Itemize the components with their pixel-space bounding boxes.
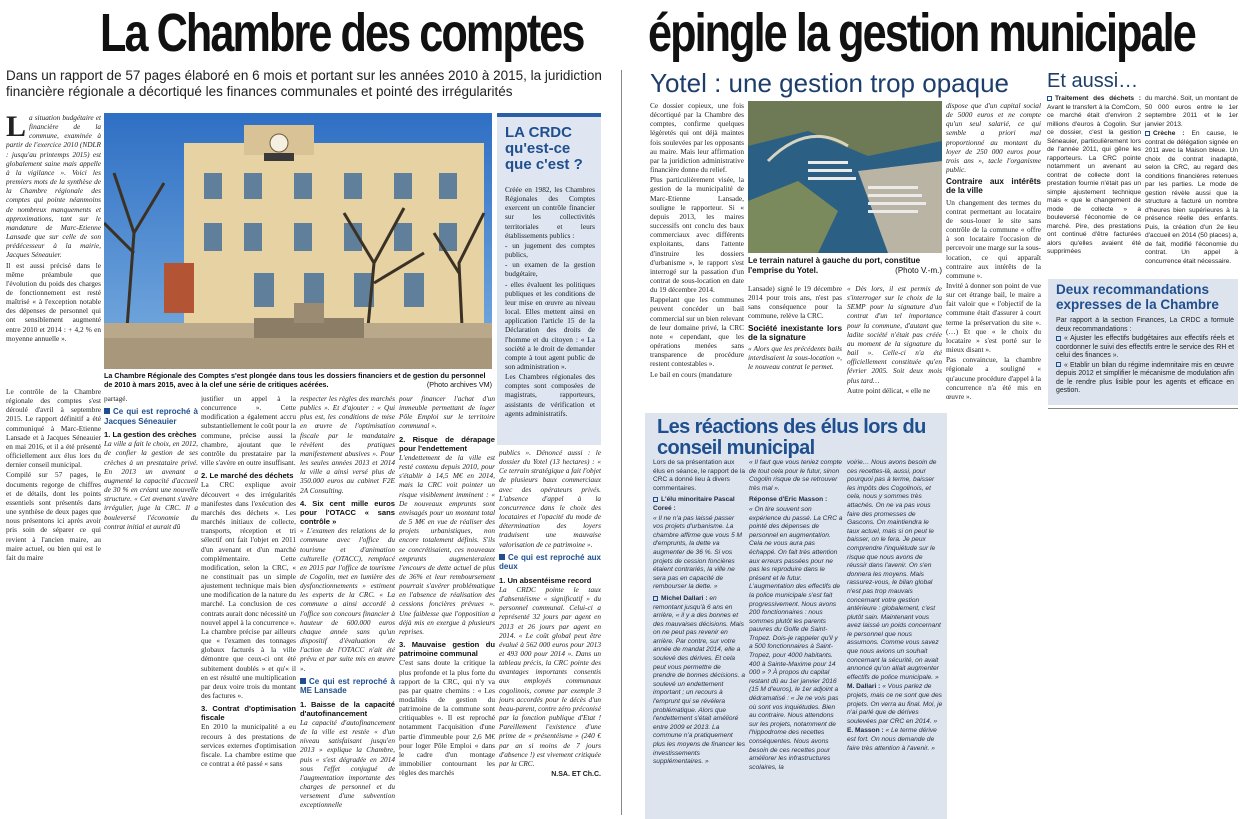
col3-p1: respecter les règles des marchés publics ». Et d'ajouter : « Qui plus est, les conditions de mise en œuvre de l'optimisation fiscale par le mandataire révèlent des pratiques manifestement abusives ». Pour les seules années 2013 et 2014 la ville a ainsi versé plus de 350.000 euros au cabinet F2E 2A Consulting. <box>300 394 395 495</box>
yotel-col-2 <box>748 284 842 404</box>
recommendations-body <box>1056 317 1234 403</box>
yotel-p6: « Alors que les précédents bails interdisaient la sous-location », le nouveau contrat le permet. <box>748 343 842 372</box>
yotel-col-1 <box>650 101 744 401</box>
photo-right-caption-text: Le terrain naturel à gauche du port, constitue l'emprise du Yotel. <box>748 256 921 275</box>
col2-p4: En 2010 la municipalité a eu recours à des prestations de services externes d'optimisation fiscale. La chambre estime que ce contrat a été passé « sans <box>201 722 296 769</box>
section-seneauier <box>104 407 198 426</box>
checkbox-bullet-icon <box>1047 96 1052 101</box>
crdc-p5: Les Chambres régionales des comptes sont composées de magistrats, rapporteurs, assistants de vérification et agents administratifs. <box>505 372 595 418</box>
reactions-q1: « Il ne n'a pas laissé passer vos projets d'urbanisme. La chambre affirme que vous 5 M d'emprunts, la dette va augmenter de 36 %. Si vos projets de cession foncières étaient contrariés, la ville ne sera pas en capacité de rembourser la dette. » <box>653 514 743 591</box>
recommendation-1: « Ajuster les effectifs budgétaires aux effectifs réels et coordonner le suivi des effectifs entre le service des RH et celui des finances ». <box>1056 335 1234 359</box>
checkbox-bullet-icon <box>1056 362 1061 367</box>
reactions-q6: « Vous parlez de projets, mais ce ne sont que des projets. On verra au final. Moi, je n'ai parlé que de dérives soulevées par CRC en 2014. » <box>847 683 943 725</box>
article-col-3 <box>300 394 395 819</box>
yotel-col-4 <box>946 101 1041 404</box>
col3-p2: « L'examen des relations de la commune avec l'office du tourisme et d'animation culturelle (OTACC), remplacé en 2015 par l'office de tourisme de Cogolin, met en lumière des dysfonctionnements » estiment les experts de la CRC. « La commune a ainsi accordé à l'office son concours financier à hauteur de 600.000 euros chaque année sans qu'un dispositif d'évaluation de l'action de l'OTACC n'ait été prévu et par suite mis en œuvre ». <box>300 526 395 673</box>
checkbox-bullet-icon <box>1145 131 1150 136</box>
photo-left-credit: (Photo archives VM) <box>426 380 492 389</box>
article-col-1b <box>6 387 101 819</box>
col1-p1: a situation budgétaire et financière de la commune, examinée à partir de l'exercice 2010 (NDLR : jusqu'au printemps 2015) est globalement saine mais appelle à la vigilance ». Voici les premiers mots de la synthèse de la Chambre régionale des comptes qui pointe néanmoins de nombreux manquements et approximations, tant sur le mandature de Marc-Etienne Lansade que sur celle de son prédécesseur à la mairie, Jacques Séneauier. <box>6 113 101 260</box>
yotel-p2: Plus particulièrement visée, la gestion de la municipalité de Marc-Etienne Lansade, souligne le rapporteur. Si « depuis 2013, les maires successifs ont conclu des baux commerciaux avec différents exploitants, dans l'attente d'instruire les dossiers d'urbanisme », le rapport s'est interrogé sur la passation d'un contrat de sous-location en date du 19 décembre 2014. <box>650 175 744 295</box>
reactions-box <box>645 413 947 819</box>
yotel-h1: Société inexistante lors de la signature <box>748 323 842 342</box>
etaussi-col-1 <box>1047 95 1141 275</box>
col1-p4: Compilé sur 57 pages, le documents regorge de chiffres et de détails, dont les points essentiels sont présentés dans une synthèse de deux pages que nous présentons ici après avoir pris soin de séparer ce qui revient à l'ancien maire, au maire actuel, ou bien qui est le fait du maire <box>6 470 101 562</box>
yotel-p8: Autre point délicat, « elle ne <box>847 385 931 395</box>
crdc-box <box>497 113 601 445</box>
col5-p2: La CRDC pointe le taux d'absentéisme « significatif » du personnel communal. Celui-ci a représenté 32 jours par agent en 2013 et 26 jours par agent en 2014. « Le coût global peut être évalué à 562 000 euros pour 2013 et 493 000 pour 2014 ». Dans un tableau précis, la CRC pointe des avantages importants consentis aux employés communaux cogolinois, comme par exemple 3 jours accordés pour le décès d'un beau-parent, contre zéro préconisé par la fonction publique d'Etat ! Pareillement l'existence d'une prime de « présentéisme » (240 € par an si moins de 7 jours d'absence !) est vivement critiquée par la CRC. <box>499 584 601 768</box>
crdc-p1: Créée en 1982, les Chambres Régionales des Comptes exercent un contrôle financier sur les collectivités territoriales et leurs établissements publics : <box>505 185 595 240</box>
etaussi-title: Et aussi… <box>1047 70 1139 92</box>
byline: N.SA. ET Ch.C. <box>551 771 601 778</box>
crdc-title: LA CRDC qu'est-ce que c'est ? <box>505 124 583 173</box>
recommendations-box <box>1048 279 1238 405</box>
photo-right-credit: (Photo V.-m.) <box>895 265 942 275</box>
recommendations-title: Deux recommandations expresses de la Chambre <box>1056 282 1219 312</box>
lede: Dans un rapport de 57 pages élaboré en 6 mois et portant sur les années 2010 à 2015, la juridiction financière régionale a décortiqué les finances communales et pointé des irrégularités <box>6 68 602 99</box>
section-seneauier-label: Ce qui est reproché à Jacques Séneauier <box>104 407 198 426</box>
square-bullet-icon <box>104 408 110 414</box>
article-col-1a <box>6 113 101 389</box>
headline-left: La Chambre des comptes <box>100 3 584 63</box>
reactions-col-3 <box>847 459 943 817</box>
section-deux <box>499 553 601 572</box>
photo-left-caption <box>104 371 492 391</box>
reactions-q3: « Il faut que vous teniez compte de tout cela pour le futur, sinon Cogolin risque de se retrouver très mal ». <box>749 459 843 492</box>
col1-p2: Il est aussi précisé dans le même préambule que l'évolution du poids des charges de fonctionnement est resté maîtrisé « à l'exception notable des dépenses de personnel qui ont sensiblement augmenté entre 2010 et 2014 : + 4,2 % en moyenne annuelle ». <box>6 260 101 343</box>
reactions-q2: en remontant jusqu'à 6 ans en arrière, « il y a des bonnes et des mauvaises décisions. Mais on ne peut pas revenir en arrière. Par contre, sur votre année de mandat 2014, elle a soulevé des dérives. Et cela peut vous permettre de prendre de bonnes décisions. a soulevé un endettement important ; un recours à l'emprunt qui se révélera problématique. Alors que l'endettement s'était amélioré entre 2009 et 2013. La commune n'a pratiquement plus les moyens de financer les investissements supplémentaires. » <box>653 594 745 766</box>
col3-h1: 4. Six cent mille euros pour l'OTACC « sans contrôle » <box>300 498 395 527</box>
photo-port <box>748 101 942 253</box>
yotel-h2: Contraire aux intérêts de la ville <box>946 177 1041 196</box>
reactions-h2: Michel Dallari : <box>661 594 708 602</box>
reactions-title: Les réactions des élus lors du conseil municipal <box>657 416 926 459</box>
col2-h2: 2. Le marché des déchets <box>201 471 294 481</box>
col2-p0: partagé. <box>104 394 128 403</box>
col4-p1: pour financer l'achat d'un immeuble permettant de loger Pôle Emploi sur le territoire communal ». <box>399 394 495 431</box>
col2-p3: La CRC explique avoir découvert « des irrégularités manifestes dans l'exécution des marchés des déchets ». Les marchés initiaux de collecte, transports, réception et tri sélectif ont fait l'objet en 2011 d'un avenant et d'un marché complémentaire. Cette modification, selon la CRC, « ne constituait pas un simple ajustement technique mais bien une modification de la nature du marché. La conclusion de ces contrats aurait donc nécessité un nouvel appel à la concurrence ». La chambre précise par ailleurs que « l'examen des tonnages globaux facturés à la ville démontre que ceux-ci ont été subitement doublés » et qu'« il en est résulté une multiplication par deux voire trois du montant des factures ». <box>201 480 296 700</box>
recommendations-p1: Par rapport à la section Finances, La CRDC a formulé deux recommandations : <box>1056 317 1234 333</box>
col5-h1: 1. Un absentéisme record <box>499 575 592 585</box>
col3-h2: 1. Baisse de la capacité d'autofinancement <box>300 699 395 718</box>
etaussi-col-2 <box>1145 95 1238 275</box>
yotel-p7: « Dès lors, il est permis de s'interroger sur le choix de la SEMP pour la signature d'un contrat d'un tel importance pour la commune, d'autant que ladite société n'était pas créée au moment de la signature du bail ». Celle-ci n'a été officiellement constituée qu'en février 2005. Soit deux mois plus tard… <box>847 284 942 385</box>
reactions-q7: « Le terme dérive est fort. On nous demande de faire très attention à l'avenir. » <box>847 727 937 752</box>
section-lansade-label: Ce qui est reproché à ME Lansade <box>300 676 395 696</box>
article-col-5 <box>499 448 601 819</box>
yotel-p9: dispose que d'un capital social de 5000 euros et ne compte qu'un seul salarié, ce qui semble a priori mal proportionné au montant du loyer de 250 000 euros pour trois ans », tacle l'organisme public. <box>946 101 1041 175</box>
reactions-h1: L'élu minoritaire Pascal Coreé : <box>653 496 735 512</box>
col4-h2: 3. Mauvaise gestion du patrimoine communal <box>399 640 495 659</box>
col4-p2: L'endettement de la ville est resté contenu depuis 2010, pour s'établir à 14,5 M€ en 2014, mais la CRC voit pointer un risque visiblement imminent : « De nouveaux emprunts sont envisagés pour un montant total de 5 M€ en vue de réaliser des projets urbanistiques, non encore totalement définis. S'ils se concrétisaient, ces nouveaux emprunts augmenteraient l'encours de dette actuel de plus de 36% et leur remboursement pourrait s'avérer problématique en l'absence de réalisation des cessions foncières prévues ». Une faiblesse que l'opposition a déjà mis en exergue à plusieurs reprises. <box>399 452 495 636</box>
yotel-title: Yotel : une gestion trop opaque <box>650 68 1009 98</box>
etaussi-p1: Avant le transfert à la ComCom, ce marché était d'environ 2 millions d'euros à Cogolin. Sur ce dossier, c'est la gestion Séneauier, particulièrement lors de l'année 2011, qui gêne les rapporteurs. La CRC pointe notamment un avenant au contrat de collecte dont la prestation fournie n'était pas un simple ajustement technique mais « que le changement de mode de collecte » a bouleversé l'économie de ce marché. Pire, des prestations ont continué d'être facturées alors qu'elles avaient été supprimées <box>1047 103 1141 255</box>
photo-right-caption <box>748 256 942 282</box>
etaussi-h2: Crèche : <box>1153 130 1185 137</box>
yotel-p11: Invité à donner son point de vue sur cet étrange bail, le maire a fait valoir que « l'objectif de la commune était d'assurer à court terme la préservation du site ».(…) Et que « le choix du locataire » s'est porté sur le mieux disant ». <box>946 280 1041 355</box>
col5-p1: publics ». Dénoncé aussi : le dossier du Yotel (13 hectares) : « Ce terrain stratégique a fait l'objet de plusieurs baux commerciaux avec des opérateurs privés. L'absence d'appel à la concurrence dans le choix des locataires et l'opacité du mode de détermination des loyers traduisent une mauvaise valorisation de ce patrimoine ». <box>499 448 601 549</box>
photo-town-hall <box>104 113 492 369</box>
article-col-2 <box>104 394 198 819</box>
col2-p2: justifier un appel à la concurrence ». Cette modification a également accru substantiellement le coût pour la commune, précise aussi la chambre, ajoutant que le contrôle du prestataire par la ville s'avère en outre insuffisant. <box>201 394 296 468</box>
section-deux-label: Ce qui est reproché aux deux <box>499 552 601 572</box>
col3-p3: La capacité d'autofinancement de la ville est restée « d'un niveau satisfaisant jusqu'en 2013 » explique la Chambre, puis « s'est dégradée en 2014 sous l'effet conjugué de l'augmentation importante des charges de personnel et du versement d'une subvention exceptionnelle <box>300 718 395 810</box>
yotel-p1: Ce dossier copieux, une fois décortiqué par la Chambre des comptes, confirme quelques légèretés qui ont déjà maintes fois soulevées par les opposants au maire. Mais leur affirmation par la juridiction administrative financière donne du relief. <box>650 101 744 175</box>
checkbox-bullet-icon <box>1056 336 1061 341</box>
reactions-h3: Réponse d'Eric Masson : <box>749 496 828 504</box>
crdc-p3: - un examen de la gestion budgétaire, <box>505 260 595 279</box>
yotel-col-3 <box>847 284 942 404</box>
yotel-p3: Rappelant que les communes peuvent concéder un bail commercial sur un bien relevant de leur domaine privé, la CRC note « cependant, que les opérations menées sans transparence de procédure restent contestables ». <box>650 295 744 369</box>
etaussi-p2: du marché. Soit, un montant de 50 000 euros entre le 1er septembre 2011 et le 1er janvier 2013. <box>1145 95 1238 128</box>
reactions-col-2 <box>749 459 843 817</box>
crdc-p2: - un jugement des comptes publics, <box>505 240 595 260</box>
square-bullet-icon <box>499 554 505 560</box>
etaussi-h1: Traitement des déchets : <box>1055 95 1141 102</box>
reactions-q5: voirie… Nous avons besoin de ces recettes-là, aussi, pour pourquoi pas à terme, baisser les impôts des Cogolinois, et cela, nous y sommes très attachés. On ne va pas vous faire des promesses de Gascons. On maintiendra le taux actuel, mais si on peut le baisser, on le fera. Je peux comprendre l'inquiétude sur le risque que nous avons de réussir dans l'avenir. On s'en donnera les moyens. Mais rassurez-vous, le bilan global n'est pas trop mauvais concernant votre gestion antérieure : globalement, c'est plutôt sain. Maintenant vous avez laissé un poids concernant le personnel que nous assumons. Comme vous savez que nous avions un souhait concernant la sécurité, on avait annoncé qu'on allait augmenter effectifs de police municipale. » <box>847 459 941 681</box>
crdc-body <box>505 185 595 445</box>
drop-cap: L <box>6 113 27 143</box>
article-col-2b <box>201 394 296 819</box>
reactions-col-1 <box>653 459 745 817</box>
section-rule <box>1048 408 1238 409</box>
photo-left-caption-text: La Chambre Régionale des Comptes s'est plongée dans tous les dossiers financiers et de gestion du personnel de 2010 à mars 2015, avec à la clef une série de critiques acérées. <box>104 371 486 389</box>
reactions-q4: « On tire souvent son expérience du passé. La CRC a pointé des dépenses de personnel en augmentation. Cela ne vous aura pas échappé. On fait très attention aux erreurs passées pour ne pas les reproduire dans le présent et le futur. L'augmentation des effectifs de la police municipale s'est fait progressivement. Nous avons 200 fonctionnaires : nous sommes plutôt les parents pauvres du Golfe de Saint-Tropez. Dois-je rappeler qu'il y a 500 fonctionnaires à Saint-Tropez, pour 4000 habitants. 400 à Sainte-Maxime pour 14 000 » ? À propos du capital restant dû au 1er janvier 2016 (15 M d'euros), le 1er adjoint a dédramatisé : « Je ne vois pas où sont vos inquiétudes. Bien au contraire. Nous attendons sur les projets, notamment de l'hippodrome des recettes conséquentes. Nous avons besoin de ces recettes pour améliorer les infrastructures scolaires, la <box>749 505 843 771</box>
col4-p3: C'est sans doute la critique la plus profonde et la plus forte du rapport de la CRC, qui n'y va pas par quatre chemins : « Les modalités de gestion du patrimoine de la commune sont critiquables ». Il est reproché notamment l'acquisition d'une partie d'immeuble pour 2,6 M€ pour loger Pôle Emploi « dans le cadre d'un montage immobilier contournant les règles des marchés <box>399 658 495 778</box>
square-bullet-icon <box>300 678 306 684</box>
col2-p1: La ville a fait le choix, en 2012, de confier la gestion de ses crèches à un prestataire privé. En 2013 un avenant a augmenté la capacité d'accueil de 30 % en créant une nouvelle structure. « Cet avenant s'avère irrégulier, juge la CRC. Il a bouleversé l'économie du contrat initial et aurait dû <box>104 439 198 531</box>
reactions-h5: E. Masson : <box>847 727 884 735</box>
reactions-p1: Lors de sa présentation aux élus en séance, le rapport de la CRC a donné lieu à divers commentaires. <box>653 459 745 492</box>
col1-p3: Le contrôle de la Chambre régionale des comptes s'est déroulé d'avril à septembre 2015. Le rapport définitif a été communiqué à Marc-Etienne Lansade et à Jacques Séneauier en mai 2016, et il a été présenté officiellement aux élus lors du dernier conseil municipal. <box>6 387 101 470</box>
checkbox-bullet-icon <box>653 596 658 601</box>
article-col-4 <box>399 394 495 819</box>
yotel-p4: Le bail en cours (mandature <box>650 369 732 379</box>
crdc-p4: - elles évaluent les politiques publiques et les conditions de leur mise en œuvre au niveau local. Elles mettent ainsi en application l'article 15 de la Déclaration des droits de l'homme et du citoyen : « La société a le droit de demander compte à tout agent public de son administration ». <box>505 279 595 371</box>
recommendation-2: « Etablir un bilan du régime indemnitaire mis en œuvre depuis 2012 et simplifier le mécanisme de modulation afin de le rendre plus lisible pour les agents et efficace en gestion. <box>1056 361 1234 394</box>
yotel-p10: Un changement des termes du contrat permettant au locataire de sous-louer le site sans contrôle de la commune « offre à son locataire l'occasion de percevoir une marge sur la sous-location, ce qui apparaît contraire aux intérêts de la commune ». <box>946 197 1041 280</box>
etaussi-p3: En cause, le contrat de délégation signée en 2011 avec la Maison bleue. Un choix de contrat inadapté, selon la CRC, au regard des conditions financières retenues par les parties. Le mode de gestion révèle aussi que la structure a facturé un nombre d'heures bien supérieures à la présence réelle des enfants. Puis, la création d'un 2e lieu d'accueil en 2014 (50 places) a, de fait, modifié l'économie du contrat. Un appel à concurrence était nécessaire. <box>1145 130 1238 265</box>
yotel-p12: Pas convaincue, la chambre régionale a souligné « qu'aucune procédure d'appel à la concurrence n'a été mis en œuvre ». <box>946 355 1041 401</box>
yotel-p5: Lansade) signé le 19 décembre 2014 pour trois ans, n'est pas sans conséquence pour la commune, relève la CRC. <box>748 284 842 321</box>
page-gutter <box>621 70 622 815</box>
section-lansade <box>300 677 395 696</box>
checkbox-bullet-icon <box>653 497 658 502</box>
col2-h1: 1. La gestion des crèches <box>104 430 197 440</box>
reactions-h4: M. Dallari : <box>847 683 881 691</box>
headline-right: épingle la gestion municipale <box>648 3 1195 63</box>
col4-h1: 2. Risque de dérapage pour l'endettement <box>399 434 495 453</box>
col2-h3: 3. Contrat d'optimisation fiscale <box>201 704 296 723</box>
